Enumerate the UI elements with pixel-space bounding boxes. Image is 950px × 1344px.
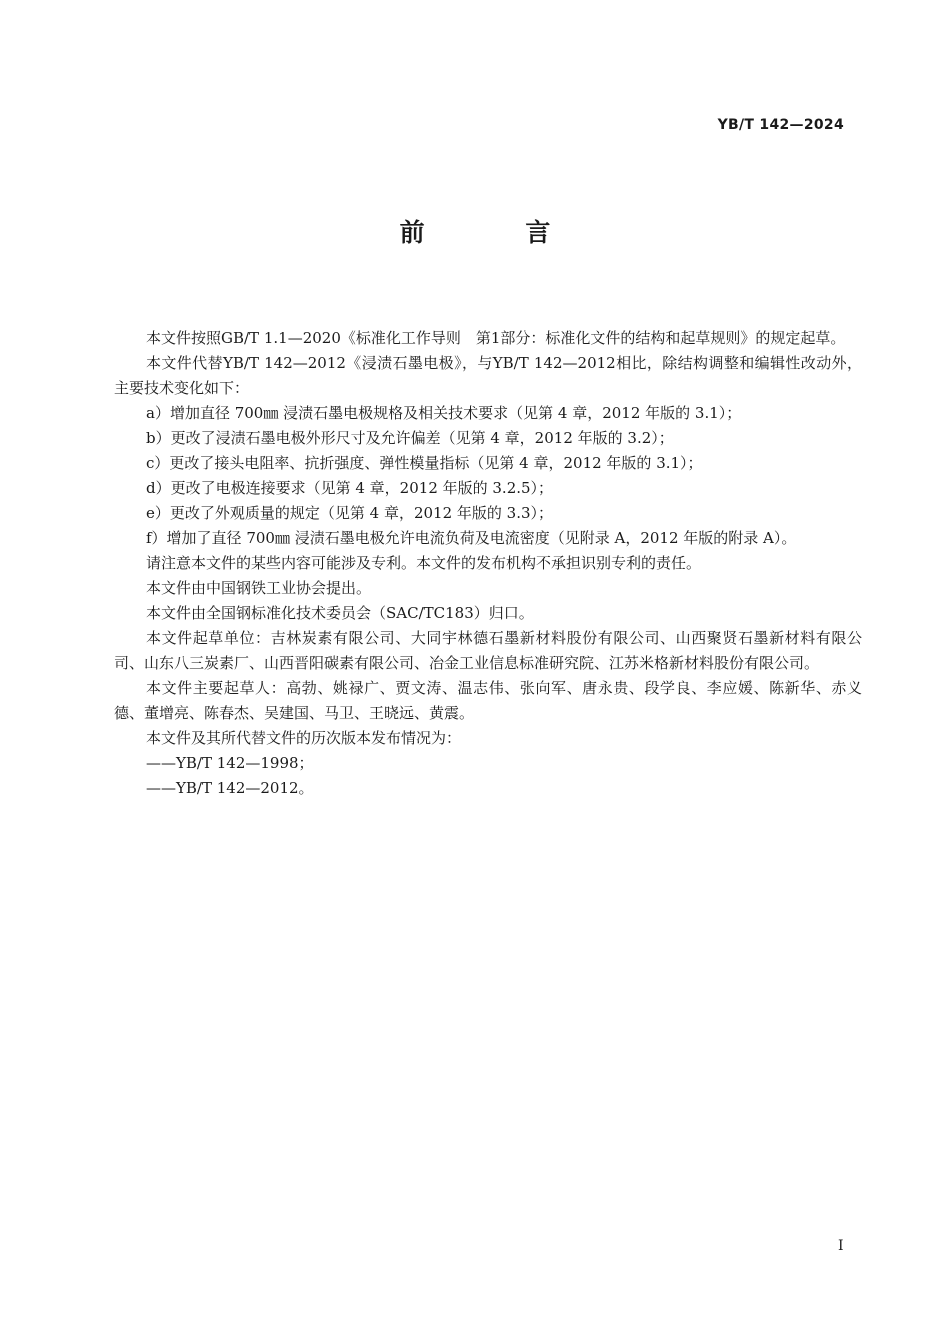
history-item: ——YB/T 142—2012。: [146, 779, 314, 797]
paragraph-replacement: 本文件代替YB/T 142—2012《浸渍石墨电极》，与YB/T 142—2012相比，除结构调整和编辑性改动外，主要技术变化如下：: [114, 354, 862, 397]
page-number: I: [838, 1238, 844, 1254]
paragraph-committee: 本文件由全国钢标准化技术委员会（SAC/TC183）归口。: [146, 604, 534, 622]
list-item: d）更改了电极连接要求（见第 4 章，2012 年版的 3.2.5）；: [146, 479, 554, 497]
paragraph-patent-notice: 请注意本文件的某些内容可能涉及专利。本文件的发布机构不承担识别专利的责任。: [146, 554, 702, 572]
list-item: c）更改了接头电阻率、抗折强度、弹性模量指标（见第 4 章，2012 年版的 3.1）；: [146, 454, 703, 472]
list-item: b）更改了浸渍石墨电极外形尺寸及允许偏差（见第 4 章，2012 年版的 3.2）；: [146, 429, 674, 447]
history-item: ——YB/T 142—1998；: [146, 754, 314, 772]
document-body: [114, 326, 862, 801]
paragraph-drafting-rules: 本文件按照GB/T 1.1—2020《标准化工作导则 第1部分：标准化文件的结构和起草规则》的规定起草。: [146, 329, 846, 347]
list-item: e）更改了外观质量的规定（见第 4 章，2012 年版的 3.3）；: [146, 504, 554, 522]
paragraph-proposer: 本文件由中国钢铁工业协会提出。: [146, 579, 372, 597]
paragraph-history-intro: 本文件及其所代替文件的历次版本发布情况为：: [146, 729, 462, 747]
paragraph-drafting-units: 本文件起草单位：吉林炭素有限公司、大同宇林德石墨新材料股份有限公司、山西聚贤石墨新材料有限公司、山东八三炭素厂、山西晋阳碳素有限公司、冶金工业信息标准研究院、江苏米格新材料股份有限公司。: [114, 629, 862, 672]
list-item: a）增加直径 700㎜ 浸渍石墨电极规格及相关技术要求（见第 4 章，2012 年版的 3.1）；: [146, 404, 742, 422]
standard-code: YB/T 142—2024: [717, 117, 844, 133]
paragraph-drafters: 本文件主要起草人：高勃、姚禄广、贾文涛、温志伟、张向军、唐永贵、段学良、李应媛、陈新华、赤义德、董增亮、陈春杰、吴建国、马卫、王晓远、黄震。: [114, 679, 862, 722]
page-title: 前 言: [399, 218, 597, 247]
list-item: f）增加了直径 700㎜ 浸渍石墨电极允许电流负荷及电流密度（见附录 A，2012 年版的附录 A）。: [146, 529, 797, 547]
